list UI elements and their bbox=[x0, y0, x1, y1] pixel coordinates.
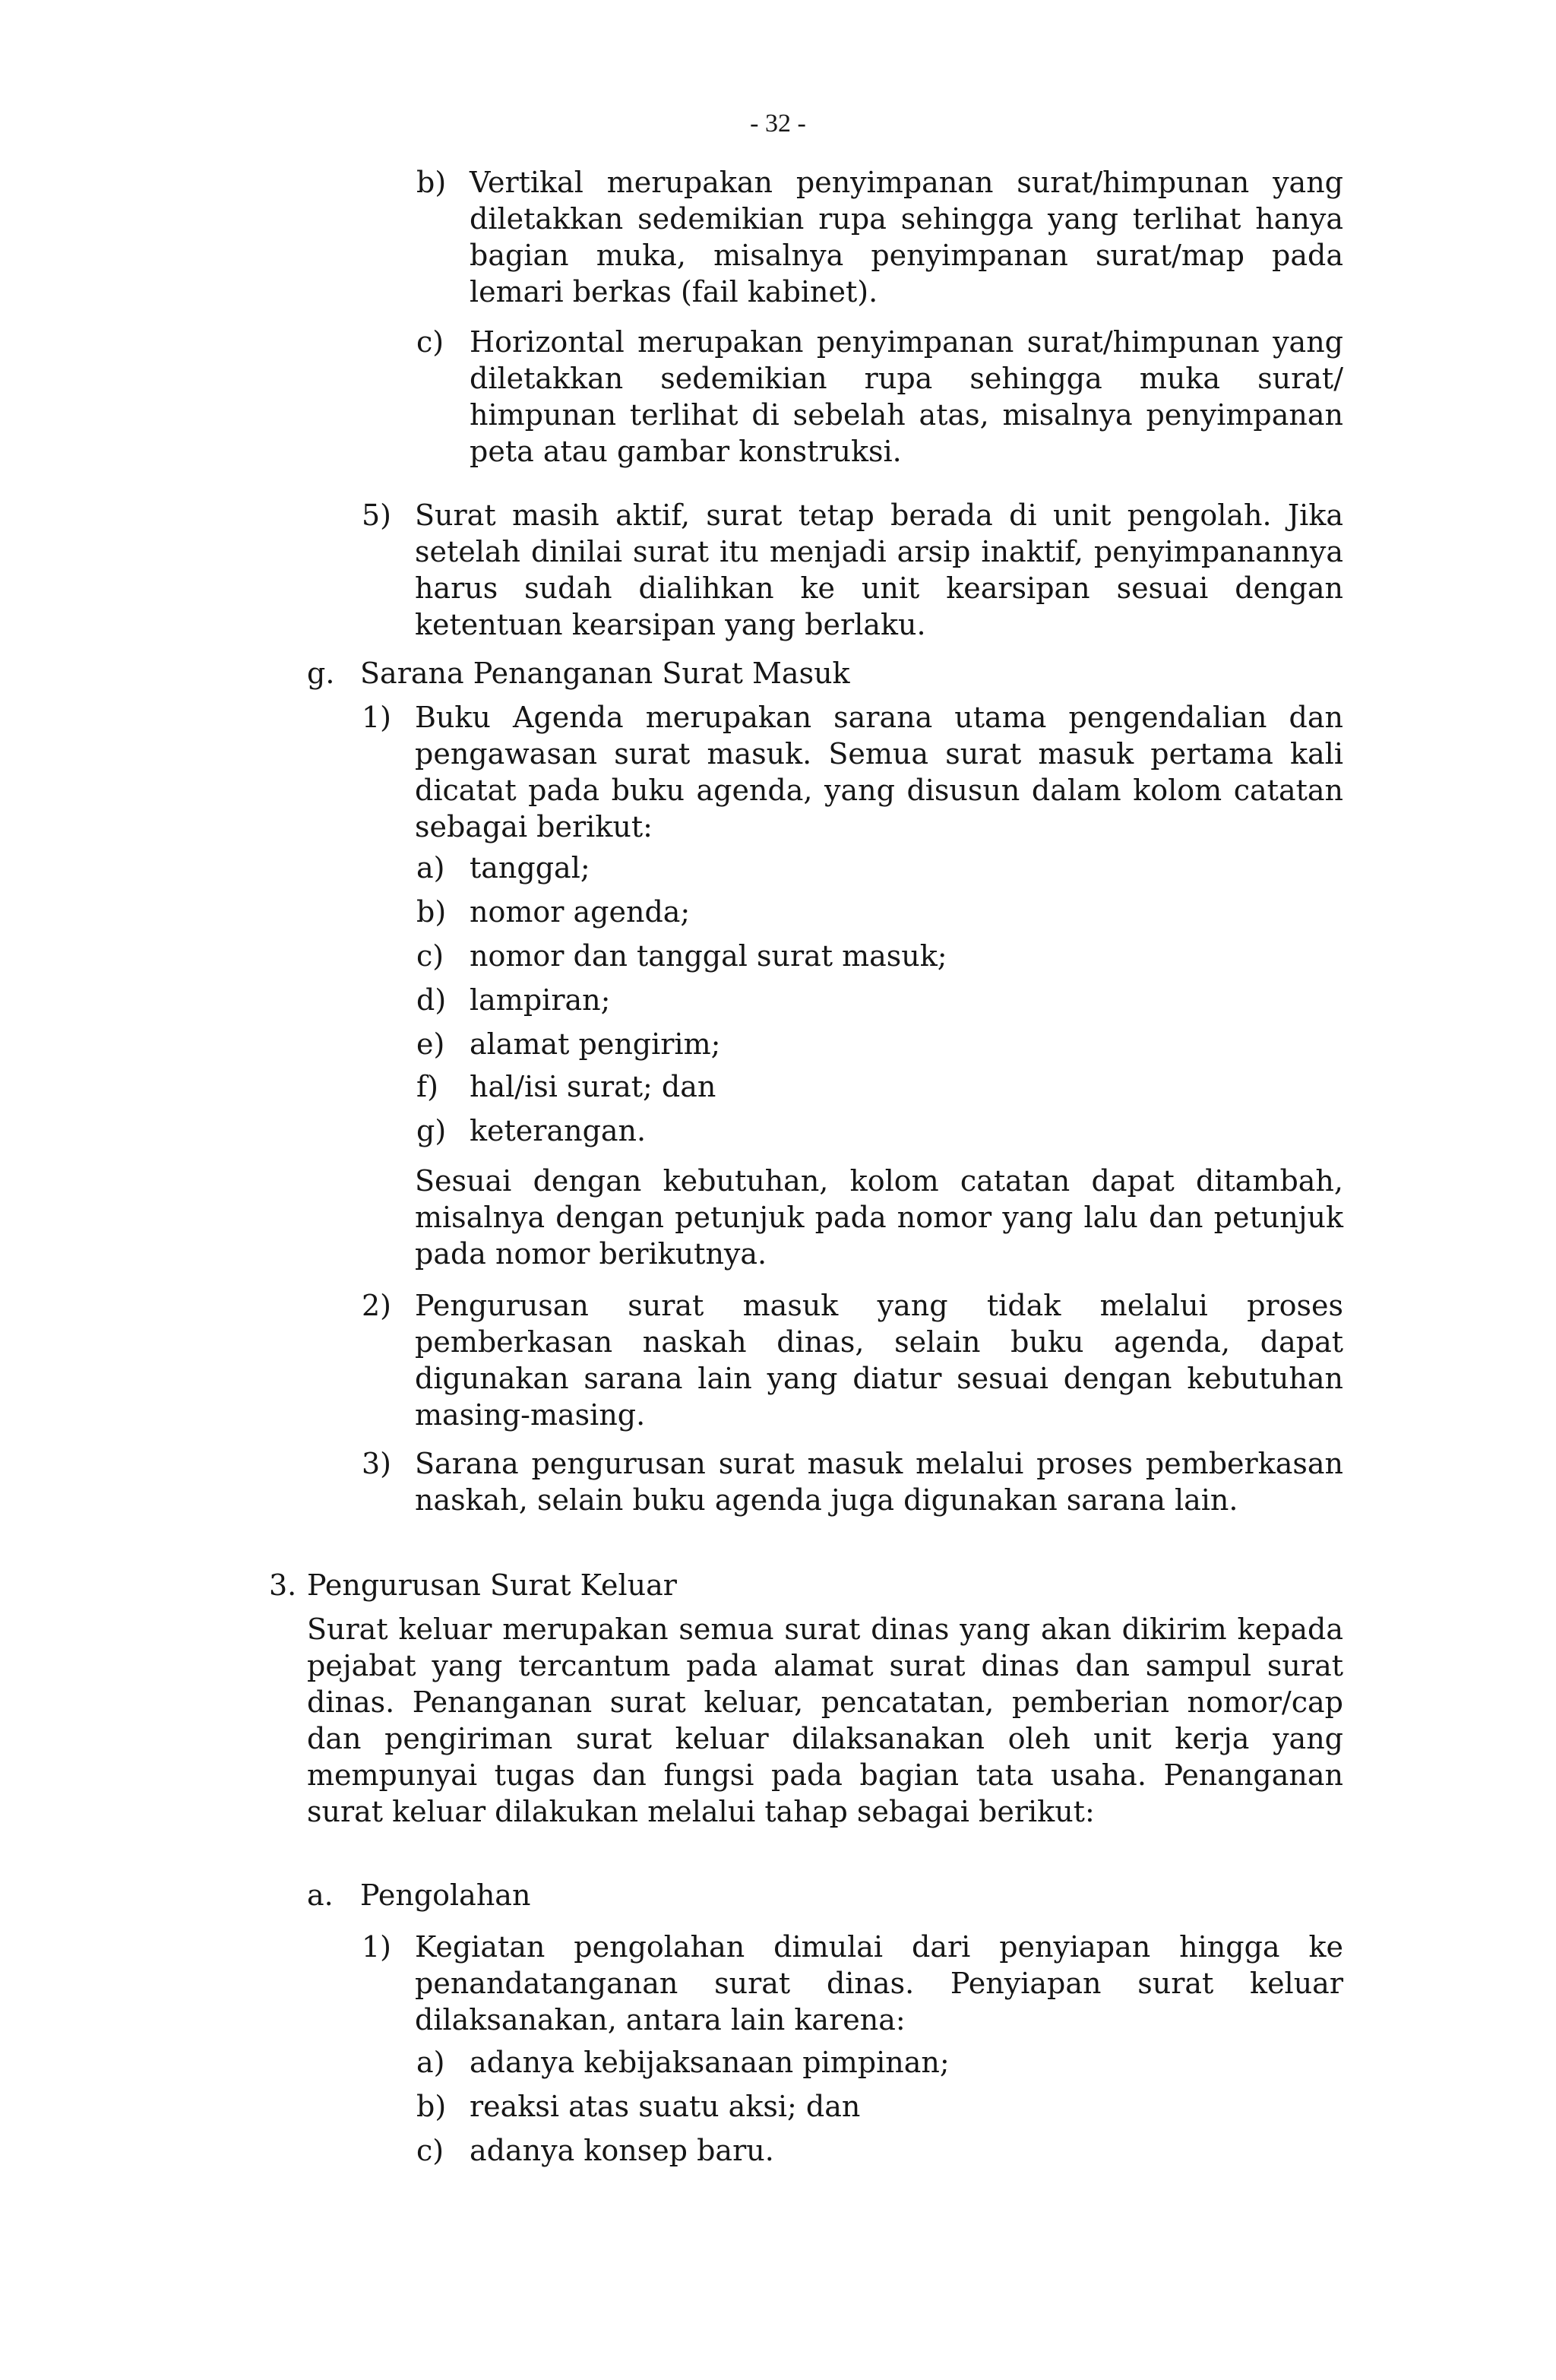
list-text: Buku Agenda merupakan sarana utama pengendalian dan pengawasan surat masuk. Semua surat masuk pertama kali dicatat pada buku agenda, yang disusun dalam kolom catatan sebagai berikut: bbox=[415, 701, 1343, 843]
section-marker: g. bbox=[307, 657, 335, 690]
list-text: Sarana pengurusan surat masuk melalui proses pemberkasan naskah, selain buku agenda juga digunakan sarana lain. bbox=[415, 1447, 1343, 1517]
list-text: nomor agenda; bbox=[470, 895, 691, 929]
list-marker: g) bbox=[416, 1114, 447, 1147]
list-marker: b) bbox=[416, 895, 447, 929]
page-number: - 32 - bbox=[750, 109, 806, 138]
list-marker: e) bbox=[416, 1027, 445, 1061]
list-marker: c) bbox=[416, 2134, 444, 2167]
list-text: alamat pengirim; bbox=[470, 1027, 721, 1061]
list-text: hal/isi surat; dan bbox=[470, 1070, 716, 1103]
section-marker: a. bbox=[307, 1878, 334, 1912]
list-marker: 5) bbox=[362, 498, 392, 532]
list-marker: d) bbox=[416, 983, 447, 1017]
section-title: Pengurusan Surat Keluar bbox=[307, 1568, 677, 1602]
list-text: reaksi atas suatu aksi; dan bbox=[470, 2090, 861, 2123]
list-marker: c) bbox=[416, 325, 444, 359]
note-paragraph: Sesuai dengan kebutuhan, kolom catatan dapat ditambah, misalnya dengan petunjuk pada nomor yang lalu dan petunjuk pada nomor berikutnya. bbox=[415, 1164, 1343, 1271]
list-text: Pengurusan surat masuk yang tidak melalui proses pemberkasan naskah dinas, selain buku agenda, dapat digunakan sarana lain yang diatur sesuai dengan kebutuhan masing-masing. bbox=[415, 1289, 1343, 1432]
section-title: Pengolahan bbox=[360, 1878, 531, 1912]
section-marker: 3. bbox=[269, 1568, 297, 1602]
list-marker: b) bbox=[416, 166, 447, 199]
list-marker: 3) bbox=[362, 1447, 392, 1480]
list-marker: a) bbox=[416, 851, 445, 885]
intro-paragraph: Surat keluar merupakan semua surat dinas yang akan dikirim kepada pejabat yang tercantum pada alamat surat dinas dan sampul surat dinas. Penanganan surat keluar, pencatatan, pemberian nomor/cap dan pengiriman surat keluar dilaksanakan oleh unit kerja yang mempunyai tugas dan fungsi pada bagian tata usaha. Penanganan surat keluar dilakukan melalui tahap sebagai berikut: bbox=[307, 1613, 1343, 1828]
list-text: Kegiatan pengolahan dimulai dari penyiapan hingga ke penandatanganan surat dinas. Penyiapan surat keluar dilaksanakan, antara lain karena: bbox=[415, 1930, 1343, 2037]
list-marker: 1) bbox=[362, 701, 392, 734]
list-marker: f) bbox=[416, 1070, 438, 1103]
list-text: tanggal; bbox=[470, 851, 590, 885]
list-text: nomor dan tanggal surat masuk; bbox=[470, 939, 947, 973]
list-text: lampiran; bbox=[470, 983, 611, 1017]
list-marker: 2) bbox=[362, 1289, 392, 1322]
list-text: Surat masih aktif, surat tetap berada di unit pengolah. Jika setelah dinilai surat itu menjadi arsip inaktif, penyimpanannya harus sudah dialihkan ke unit kearsipan sesuai dengan ketentuan kearsipan yang berlaku. bbox=[415, 498, 1343, 641]
list-text: Vertikal merupakan penyimpanan surat/himpunan yang diletakkan sedemikian rupa sehingga yang terlihat hanya bagian muka, misalnya penyimpanan surat/map pada lemari berkas (fail kabinet). bbox=[470, 166, 1343, 309]
list-text: adanya konsep baru. bbox=[470, 2134, 774, 2167]
list-marker: b) bbox=[416, 2090, 447, 2123]
list-marker: 1) bbox=[362, 1930, 392, 1964]
list-text: keterangan. bbox=[470, 1114, 647, 1147]
list-text: adanya kebijaksanaan pimpinan; bbox=[470, 2046, 950, 2079]
list-marker: c) bbox=[416, 939, 444, 973]
list-text: Horizontal merupakan penyimpanan surat/himpunan yang diletakkan sedemikian rupa sehingga muka surat/ himpunan terlihat di sebelah atas, misalnya penyimpanan peta atau gambar konstruksi. bbox=[470, 325, 1343, 468]
list-marker: a) bbox=[416, 2046, 445, 2079]
section-title: Sarana Penanganan Surat Masuk bbox=[360, 657, 850, 690]
